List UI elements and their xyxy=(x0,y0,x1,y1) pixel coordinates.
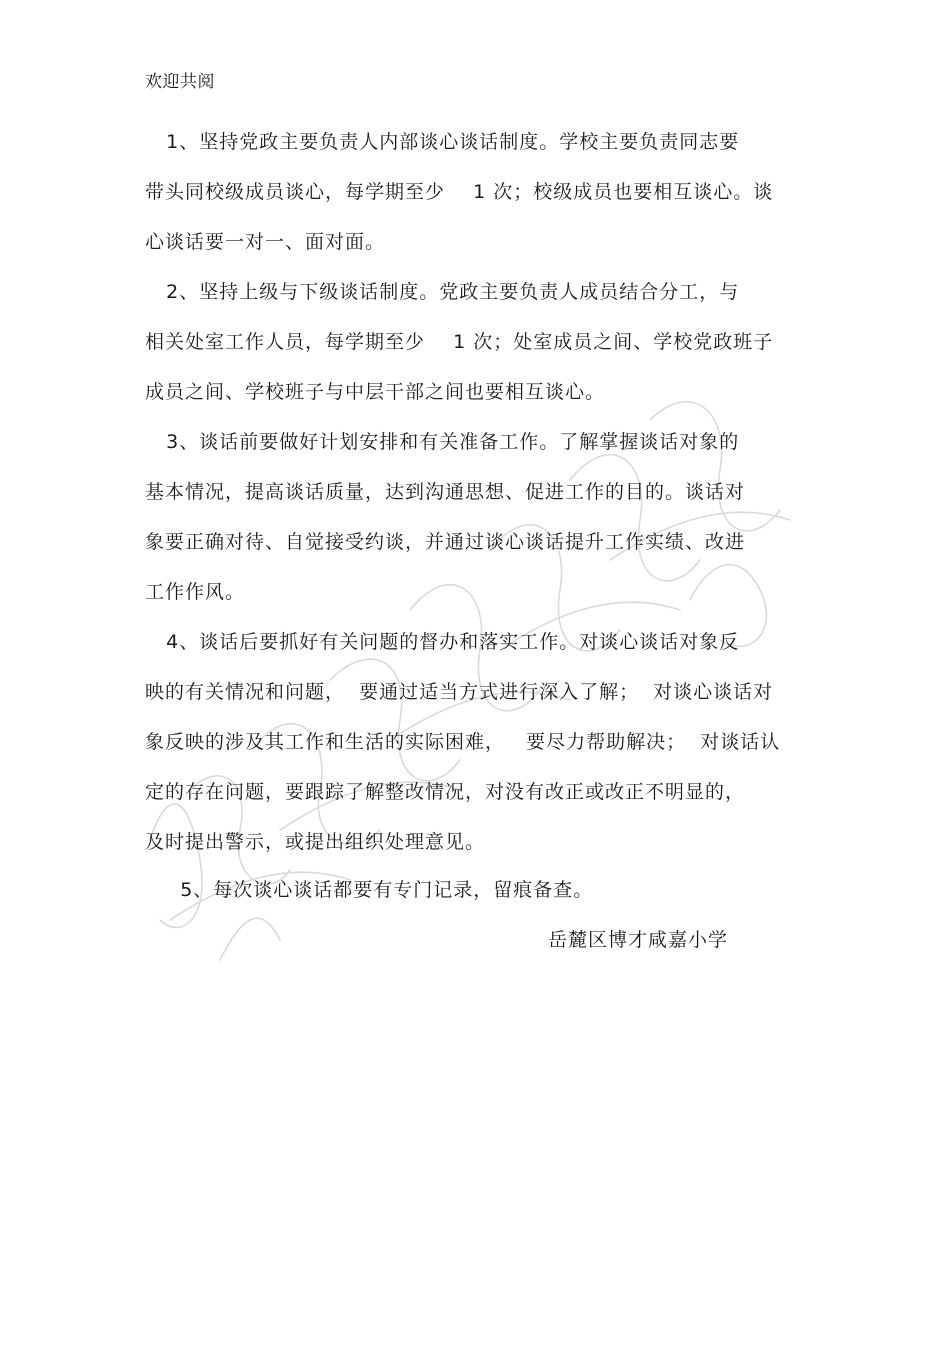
body-line: 带头同校级成员谈心，每学期至少 1 次；校级成员也要相互谈心。谈 xyxy=(145,181,774,203)
body-line: 2、坚持上级与下级谈话制度。党政主要负责人成员结合分工，与 xyxy=(145,281,740,303)
body-line: 4、谈话后要抓好有关问题的督办和落实工作。对谈心谈话对象反 xyxy=(145,631,740,653)
body-line: 基本情况，提高谈话质量，达到沟通思想、促进工作的目的。谈话对 xyxy=(145,481,746,503)
body-line: 心谈话要一对一、面对面。 xyxy=(145,231,386,253)
body-line: 1、坚持党政主要负责人内部谈心谈话制度。学校主要负责同志要 xyxy=(145,131,740,153)
signature-school-name: 岳麓区博才咸嘉小学 xyxy=(548,929,729,951)
body-line: 及时提出警示，或提出组织处理意见。 xyxy=(145,831,486,853)
body-line: 定的存在问题，要跟踪了解整改情况，对没有改正或改正不明显的， xyxy=(145,781,746,803)
body-line: 映的有关情况和问题， 要通过适当方式进行深入了解； 对谈心谈话对 xyxy=(145,681,774,703)
body-line: 象反映的涉及其工作和生活的实际困难， 要尽力帮助解决； 对谈话认 xyxy=(145,731,781,753)
body-line: 相关处室工作人员，每学期至少 1 次；处室成员之间、学校党政班子 xyxy=(145,331,774,353)
body-line: 工作作风。 xyxy=(145,581,246,603)
body-line: 成员之间、学校班子与中层干部之间也要相互谈心。 xyxy=(145,381,606,403)
header-text: 欢迎共阅 xyxy=(145,72,215,92)
body-line: 5、每次谈心谈话都要有专门记录，留痕备查。 xyxy=(145,879,594,901)
body-line: 3、谈话前要做好计划安排和有关准备工作。了解掌握谈话对象的 xyxy=(145,431,740,453)
body-line: 象要正确对待、自觉接受约谈，并通过谈心谈话提升工作实绩、改进 xyxy=(145,531,746,553)
